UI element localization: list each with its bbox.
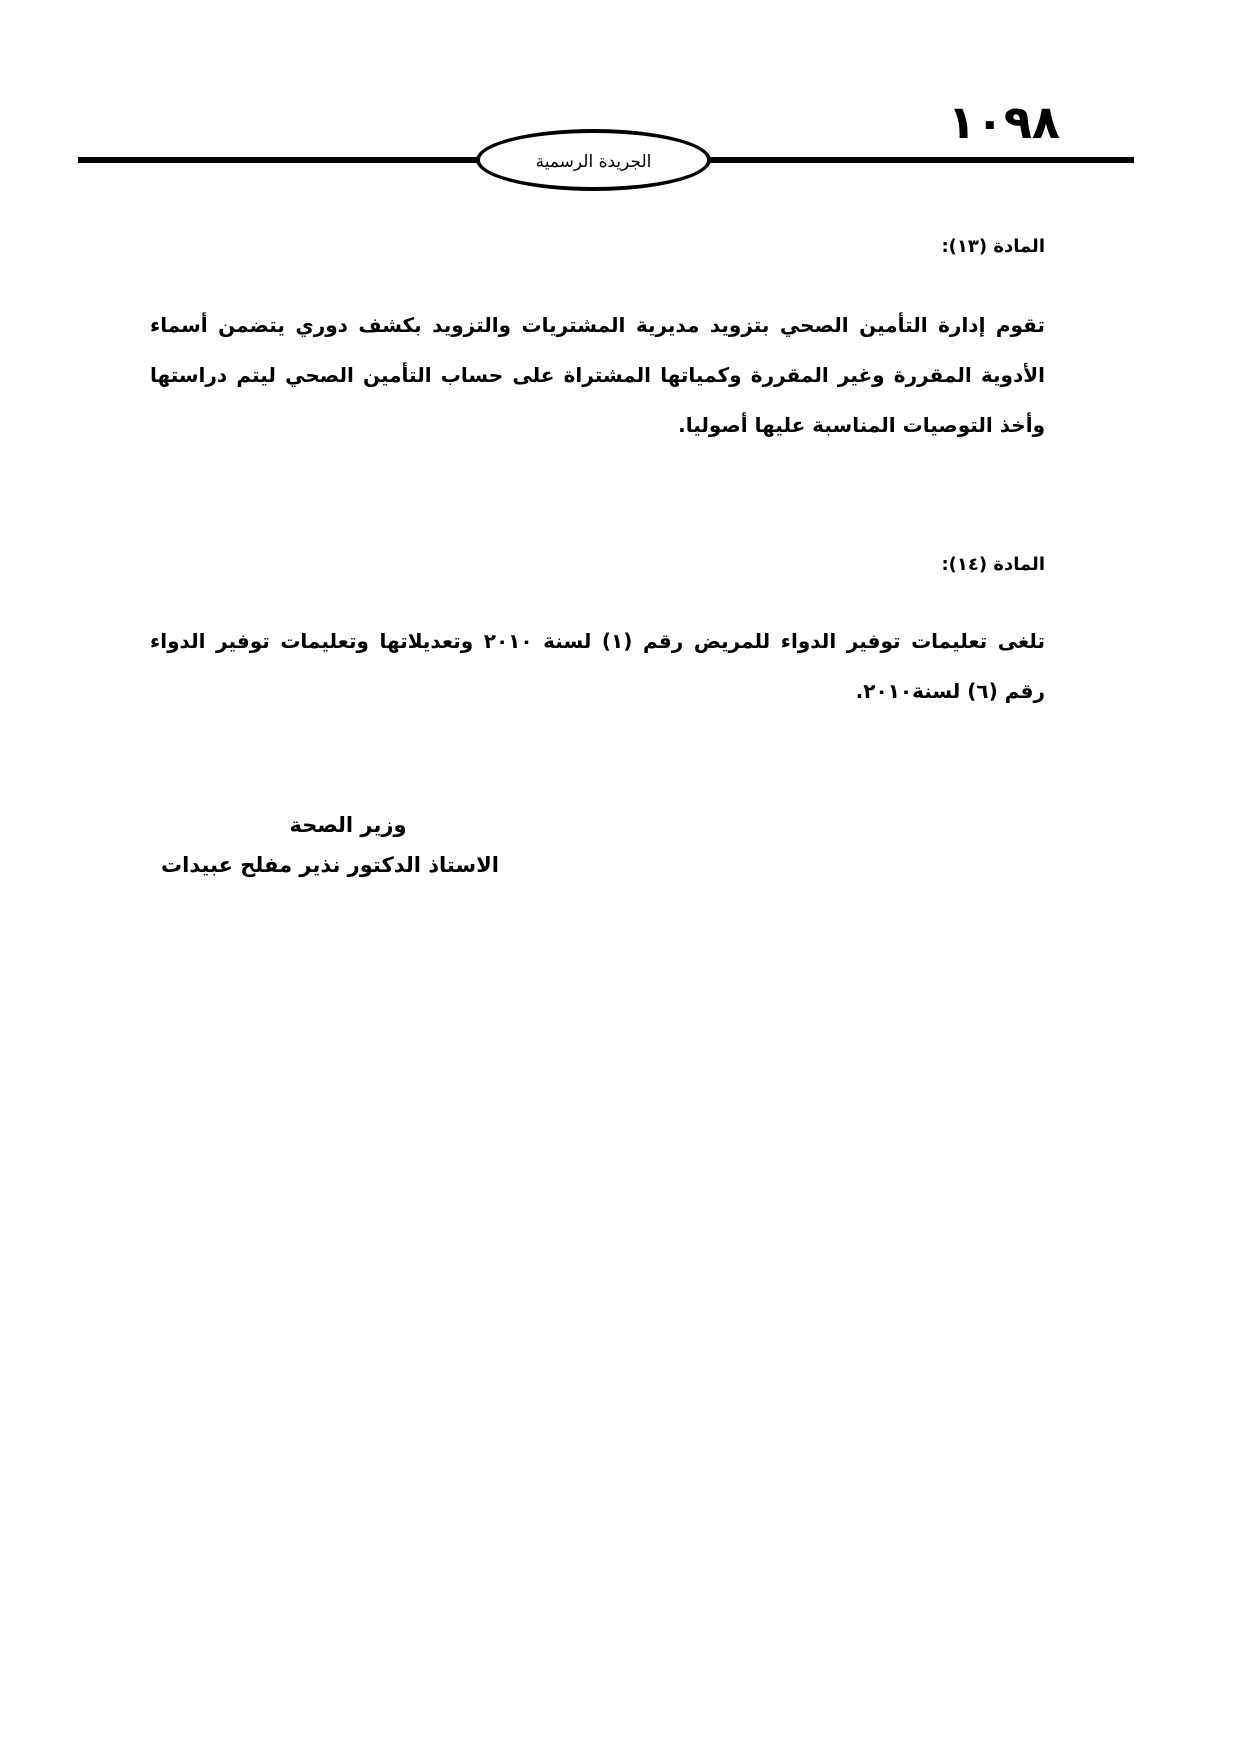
page-number: ١٠٩٨ <box>947 95 1060 149</box>
article-heading: المادة (١٣): <box>941 236 1045 257</box>
article-heading: المادة (١٤): <box>941 554 1045 575</box>
gazette-title: الجريدة الرسمية <box>535 152 652 172</box>
article-14 <box>150 550 1045 716</box>
signature-block <box>150 805 510 885</box>
article-13 <box>150 232 1045 450</box>
article-body: تلغى تعليمات توفير الدواء للمريض رقم (١) لسنة ٢٠١٠ وتعديلاتها وتعليمات توفير الدواء رقم (٦) لسنة٢٠١٠. <box>150 629 1045 703</box>
article-body: تقوم إدارة التأمين الصحي بتزويد مديرية المشتريات والتزويد بكشف دوري يتضمن أسماء الأدوية المقررة وغير المقررة وكمياتها المشتراة على حساب التأمين الصحي ليتم دراستها وأخذ التوصيات المناسبة عليها أصوليا. <box>150 313 1045 437</box>
signature-title: وزير الصحة <box>289 813 407 837</box>
signature-name: الاستاذ الدكتور نذير مفلح عبيدات <box>161 853 499 877</box>
gazette-title-badge <box>476 129 711 191</box>
